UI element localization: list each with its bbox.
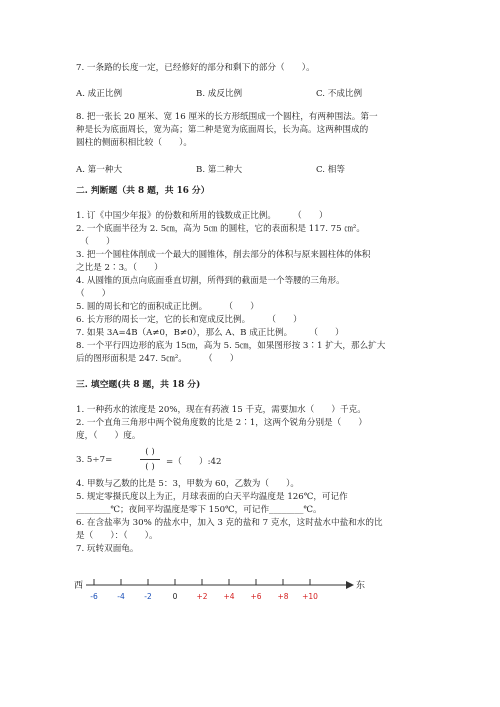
number-line-tick-label: +6 [250, 592, 262, 601]
q8-line-1: 8. 把一张长 20 厘米、宽 16 厘米的长方形纸围成一个圆柱，有两种围法。第一 [76, 112, 378, 122]
q8-option-c: C. 相等 [316, 165, 345, 175]
q7-option-a: A. 成正比例 [76, 89, 123, 99]
fill-line-1: 1. 一种药水的浓度是 20%，现在有药液 15 千克，需要加水（ ）千克。 [76, 405, 366, 415]
q8-line-3: 圆柱的侧面积相比较（ ）。 [76, 138, 193, 148]
fill-line-6: ________℃；夜间平均温度是零下 150℃，可记作________℃。 [76, 505, 322, 515]
judge-line-5: 之比是 2∶3。（ ） [76, 263, 163, 273]
judge-line-11: 8. 一个平行四边形的底为 15㎝，高为 5. 5㎝，如果图形按 3∶1 扩大，那么扩大 [76, 341, 386, 351]
q8-option-b: B. 第二种大 [196, 165, 243, 175]
number-line-tick-label: -6 [90, 592, 98, 601]
number-line-tick-label: +8 [277, 592, 289, 601]
judge-line-1: 1. 订《中国少年报》的份数和所用的钱数成正比例。 （ ） [76, 211, 328, 221]
number-line-tick-label: -4 [117, 592, 125, 601]
q7-stem: 7. 一条路的长度一定，已经修好的部分和剩下的部分（ ）。 [76, 63, 315, 73]
fill-q3-denominator: ( ) [145, 462, 155, 472]
number-line-west-label: 西 [74, 581, 84, 591]
fill-q3-prefix: 3. 5÷7= [76, 455, 113, 465]
q8-option-a: A. 第一种大 [76, 165, 123, 175]
fill-line-8: 是（ ）：（ ）。 [76, 531, 158, 541]
judge-line-6: 4. 从圆锥的顶点向底面垂直切割，所得到的截面是一个等腰的三角形。 [76, 276, 345, 286]
fill-line-3: 度，（ ）度。 [76, 431, 141, 441]
fill-line-2: 2. 一个直角三角形中两个锐角度数的比是 2∶1，这两个锐角分别是（ ） [76, 418, 368, 428]
fill-q3-numerator: ( ) [145, 447, 155, 457]
judge-line-12: 后的图形面积是 247. 5㎝²。 （ ） [76, 354, 239, 364]
number-line-tick-label: -2 [144, 592, 152, 601]
fill-line-9: 7. 玩转双面龟。 [76, 544, 139, 554]
judge-line-2: 2. 一个底面半径为 2. 5㎝，高为 5㎝ 的圆柱，它的表面积是 117. 75 ㎝²。 [76, 224, 365, 234]
fill-q3-suffix: =（ ）:42 [166, 457, 222, 467]
judge-line-3: （ ） [76, 237, 115, 247]
fill-line-4: 4. 甲数与乙数的比是 5：3，甲数为 60，乙数为（ ）。 [76, 479, 300, 489]
q7-option-b: B. 成反比例 [196, 89, 243, 99]
q7-option-c: C. 不成比例 [316, 89, 363, 99]
judge-line-4: 3. 把一个圆柱体削成一个最大的圆锥体，削去部分的体积与原来圆柱体的体积 [76, 250, 371, 260]
number-line-east-label: 东 [356, 581, 366, 591]
number-line-tick-label: +2 [196, 592, 208, 601]
number-line-tick-label: 0 [172, 592, 178, 601]
arrow-right-icon [346, 581, 354, 589]
fill-line-5: 5. 规定零摄氏度以上为正，月球表面的白天平均温度是 126℃，可记作 [76, 492, 348, 502]
judge-line-8: 5. 圆的周长和它的面积成正比例。 （ ） [76, 302, 259, 312]
number-line-tick-label: +4 [223, 592, 235, 601]
q8-line-2: 种是长为底面周长，宽为高；第二种是宽为底面周长，长为高。这两种围成的 [76, 125, 369, 135]
section3-heading: 三. 填空题(共 8 题，共 18 分) [76, 380, 201, 390]
fill-line-7: 6. 在含盐率为 30% 的盐水中，加入 3 克的盐和 7 克水，这时盐水中盐和水的比 [76, 518, 383, 528]
judge-line-10: 7. 如果 3A=4B（A≠0，B≠0），那么 A、B 成正比例。 （ ） [76, 328, 344, 338]
judge-line-7: （ ） [76, 289, 111, 299]
number-line [74, 574, 374, 610]
section2-heading: 二. 判断题（共 8 题，共 16 分） [76, 186, 210, 196]
number-line-tick-label: +10 [302, 592, 318, 601]
judge-line-9: 6. 长方形的周长一定，它的长和宽成反比例。 （ ） [76, 315, 302, 325]
fill-q3-fraction-bar [140, 459, 160, 460]
